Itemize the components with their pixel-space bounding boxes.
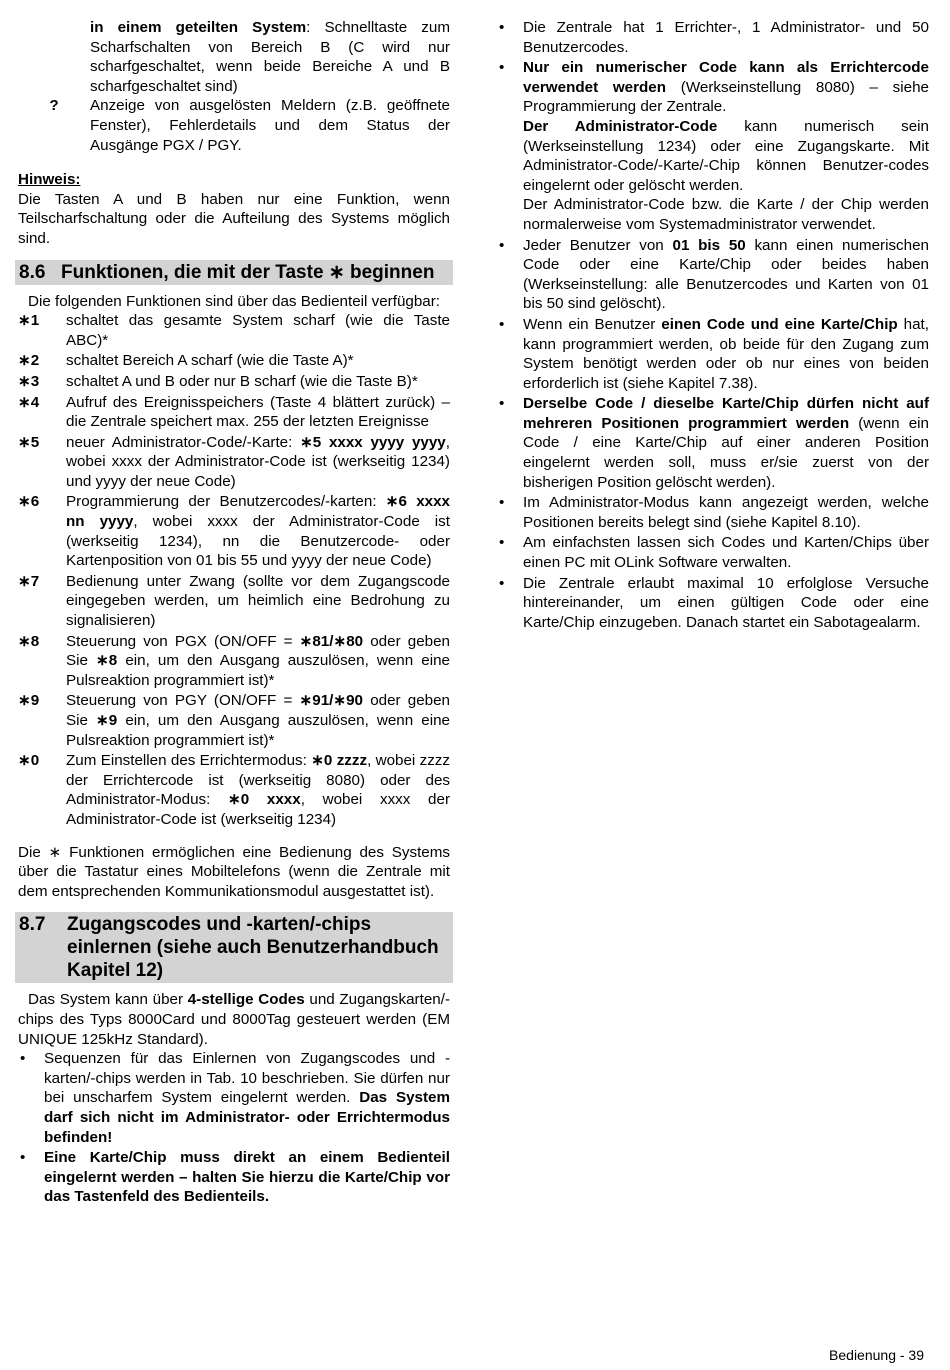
list-item [497, 394, 929, 492]
text-part: (wenn ein Code / eine Karte/Chip auf einer anderen Position eingelernt werden soll, muss er/sie zuerst von der bisherigen Position gelöscht werden). [523, 414, 929, 491]
desc-bold: ∗9 [96, 712, 118, 729]
list-item [497, 574, 929, 633]
section-heading-8-6 [15, 260, 453, 285]
bullet-icon: • [499, 19, 505, 36]
section-number: 8.7 [19, 914, 46, 936]
bullet-text [44, 1049, 450, 1147]
desc-bold: ∗91/∗90 [299, 692, 364, 710]
bullet-icon: • [499, 395, 505, 413]
bullet-icon: • [499, 315, 505, 333]
function-key: ∗6 [18, 493, 40, 511]
function-item [18, 751, 450, 829]
function-key: ∗9 [18, 692, 40, 710]
list-item [497, 236, 929, 314]
question-item [18, 96, 450, 155]
bullet-icon: • [499, 59, 505, 77]
bullet-text: Die Zentrale erlaubt maximal 10 erfolglose Versuche hintereinander, um einen gültigen Code oder eine Karte/Chip einzugeben. Danach startet ein Sabotagealarm. [523, 574, 929, 631]
function-item [18, 632, 450, 691]
intro-block [18, 18, 450, 96]
intro-text: : Schnelltaste zum Scharfschalten von Bereich B (C wird nur scharfgeschaltet, wenn beide Bereiche A und B scharfgeschaltet sind) [90, 19, 450, 95]
bullet-text [44, 1148, 450, 1207]
desc-part: ein, um den Ausgang auszulösen, wenn eine Pulsreaktion programmiert ist)* [66, 652, 451, 689]
desc-part: ein, um den Ausgang auszulösen, wenn eine Pulsreaktion programmiert ist)* [66, 712, 451, 749]
function-key: ∗7 [18, 572, 40, 590]
bullet-text: Im Administrator-Modus kann angezeigt werden, welche Positionen bereits belegt sind (siehe Kapitel 8.10). [523, 494, 929, 531]
function-item [18, 351, 450, 371]
section-intro [18, 990, 450, 1049]
section-outro: Die ∗ Funktionen ermöglichen eine Bedienung des Systems über die Tastatur eines Mobiltelefons (wenn die Zentrale mit dem entsprechenden Kommunikationsmodul ausgestattet ist). [18, 843, 450, 900]
function-key: ∗5 [18, 433, 40, 451]
text-part: (Werkseinstellung 8080) – siehe Programmierung der Zentrale. [523, 78, 929, 116]
text-part: Jeder Benutzer von [523, 236, 673, 254]
right-column [497, 18, 929, 633]
function-key: ∗8 [18, 632, 40, 650]
text-bold: Nur ein numerischer Code kann als Errichtercode verwendet werden [523, 59, 929, 96]
bullet-list [497, 18, 929, 632]
function-list [18, 311, 450, 829]
function-desc [66, 691, 450, 750]
bullet-text: Am einfachsten lassen sich Codes und Karten/Chips über einen PC mit OLink Software verwalten. [523, 534, 929, 572]
list-item [497, 18, 929, 57]
bullet-text [523, 315, 929, 393]
function-item [18, 311, 450, 350]
function-item [18, 572, 450, 631]
list-item [497, 493, 929, 532]
text-part: Wenn ein Benutzer [523, 315, 662, 333]
section-title: Zugangscodes und -karten/-chips einlernen (siehe auch Benutzerhandbuch Kapitel 12) [67, 914, 439, 982]
desc-bold: ∗0 zzzz [311, 752, 368, 770]
desc-part: , wobei xxxx der Administrator-Code ist (werkseitig 1234) [66, 791, 450, 828]
bullet-icon: • [20, 1149, 26, 1167]
intro-bold: in einem geteilten System [90, 19, 307, 36]
function-item [18, 492, 450, 570]
bullet-icon: • [20, 1050, 26, 1068]
text-part: Sequenzen für das Einlernen von Zugangscodes und -karten/-chips werden in Tab. 10 beschrieben. Sie dürfen nur bei unscharfem System eingelernt werden. [44, 1050, 450, 1107]
section-title: Funktionen, die mit der Taste ∗ beginnen [61, 261, 435, 283]
function-desc [66, 632, 450, 691]
text-bold: Derselbe Code / dieselbe Karte/Chip dürfen nicht auf mehreren Positionen programmiert werden [523, 395, 929, 432]
desc-part: Zum Einstellen des Errichtermodus: [66, 752, 312, 770]
desc-part: , wobei xxxx der Administrator-Code ist (werkseitig 1234) und yyyy der neue Code) [66, 433, 450, 490]
bullet-icon: • [499, 494, 505, 512]
function-key: ∗0 [18, 752, 40, 770]
text-bold: Der Administrator-Code [523, 117, 718, 135]
desc-bold: ∗6 xxxx nn yyyy [66, 493, 450, 531]
desc-part: Steuerung von PGX (ON/OFF = [66, 632, 300, 650]
list-item [18, 1148, 450, 1207]
question-text: Anzeige von ausgelösten Meldern (z.B. geöffnete Fenster), Fehlerdetails und dem Status der Ausgänge PGX / PGY. [90, 97, 450, 154]
desc-part: oder geben Sie [66, 692, 450, 729]
text-bold: einen Code und eine Karte/Chip [661, 315, 898, 333]
desc-part: Steuerung von PGY (ON/OFF = [66, 692, 300, 710]
desc-part: , wobei xxxx der Administrator-Code ist (werkseitig 1234), nn die Benutzercode- oder Kartenposition von 01 bis 55 und yyyy der neue Code) [66, 513, 450, 570]
intro-bold: 4-stellige Codes [187, 991, 305, 1009]
function-desc: schaltet A und B oder nur B scharf (wie die Taste B)* [66, 372, 418, 390]
bullet-text: Die Zentrale hat 1 Errichter-, 1 Administrator- und 50 Benutzercodes. [523, 19, 929, 56]
left-column [18, 18, 450, 1208]
desc-part: neuer Administrator-Code/-Karte: [66, 433, 301, 451]
hinweis-text: Die Tasten A und B haben nur eine Funktion, wenn Teilscharfschaltung oder die Aufteilung des Systems möglich sind. [18, 190, 450, 247]
function-desc [66, 751, 450, 829]
question-key: ? [49, 97, 59, 115]
text-part: hat, kann programmiert werden, ob beide für den Zugang zum System benötigt werden oder ob nur eines von beiden erforderlich ist (siehe Kapitel 7.38). [523, 315, 929, 392]
function-key: ∗3 [18, 372, 40, 390]
function-key: ∗2 [18, 352, 40, 370]
page-footer: Bedienung - 39 [829, 1347, 924, 1363]
function-desc: Aufruf des Ereignisspeichers (Taste 4 blättert zurück) – die Zentrale speichert max. 255 der letzten Ereignisse [66, 393, 450, 431]
function-key: ∗1 [18, 312, 40, 330]
bullet-list [18, 1049, 450, 1207]
function-item [18, 691, 450, 750]
function-desc: Bedienung unter Zwang (sollte vor dem Zugangscode eingegeben werden, um heimlich eine Bedrohung zu signalisieren) [66, 572, 450, 630]
intro-part: und Zugangskarten/-chips des Typs 8000Card und 8000Tag gesteuert werden (EM UNIQUE 125kHz Standard). [18, 991, 450, 1048]
bullet-icon: • [499, 574, 505, 592]
bullet-text [523, 236, 929, 314]
list-item [497, 315, 929, 393]
function-desc: schaltet das gesamte System scharf (wie die Taste ABC)* [66, 312, 450, 349]
section-number: 8.6 [19, 261, 46, 283]
list-item [497, 58, 929, 234]
bullet-icon: • [499, 236, 505, 254]
function-key: ∗4 [18, 393, 40, 411]
bullet-text [523, 394, 929, 492]
desc-bold: ∗81/∗80 [299, 632, 364, 650]
list-item [497, 533, 929, 572]
text-part: kann einen numerischen Code oder eine Karte/Chip oder beides haben (Werkseinstellung: alle Benutzercodes und Karten von 01 bis 50 sind gelöscht). [523, 236, 929, 313]
function-item [18, 372, 450, 392]
section-intro: Die folgenden Funktionen sind über das Bedienteil verfügbar: [28, 292, 441, 310]
desc-bold: ∗0 xxxx [228, 791, 301, 809]
function-desc [66, 492, 450, 570]
desc-part: Programmierung der Benutzercodes/-karten: [66, 493, 386, 511]
text-bold: Eine Karte/Chip muss direkt an einem Bedienteil eingelernt werden – halten Sie hierzu die Karte/Chip vor das Tastenfeld des Bedienteils. [44, 1149, 450, 1206]
bullet-icon: • [499, 534, 505, 552]
list-item [18, 1049, 450, 1147]
desc-part: oder geben Sie [66, 632, 450, 670]
text-bold: Das System darf sich nicht im Administrator- oder Errichtermodus befinden! [44, 1089, 450, 1146]
section-heading-8-7 [15, 912, 453, 983]
desc-bold: ∗5 xxxx yyyy yyyy [300, 433, 446, 451]
text-part: kann numerisch sein (Werkseinstellung 1234) oder eine Zugangskarte. Mit Administrator-Code/-Karte/-Chip können Benutzer-codes eingelernt oder gelöscht werden. [523, 117, 929, 194]
desc-bold: ∗8 [96, 652, 118, 670]
text-bold: 01 bis 50 [672, 236, 746, 254]
hinweis-label: Hinweis: [18, 171, 81, 189]
function-item [18, 393, 450, 432]
function-item [18, 433, 450, 492]
function-desc: schaltet Bereich A scharf (wie die Taste A)* [66, 352, 354, 370]
intro-part: Das System kann über [28, 991, 188, 1009]
bullet-text [523, 58, 929, 234]
function-desc [66, 433, 450, 492]
desc-part: , wobei zzzz der Errichtercode ist (werkseitig 8080) oder des Administrator-Modus: [66, 752, 450, 809]
text-part: Der Administrator-Code bzw. die Karte / der Chip werden normalerweise vom Systemadministrator verwendet. [523, 196, 929, 233]
